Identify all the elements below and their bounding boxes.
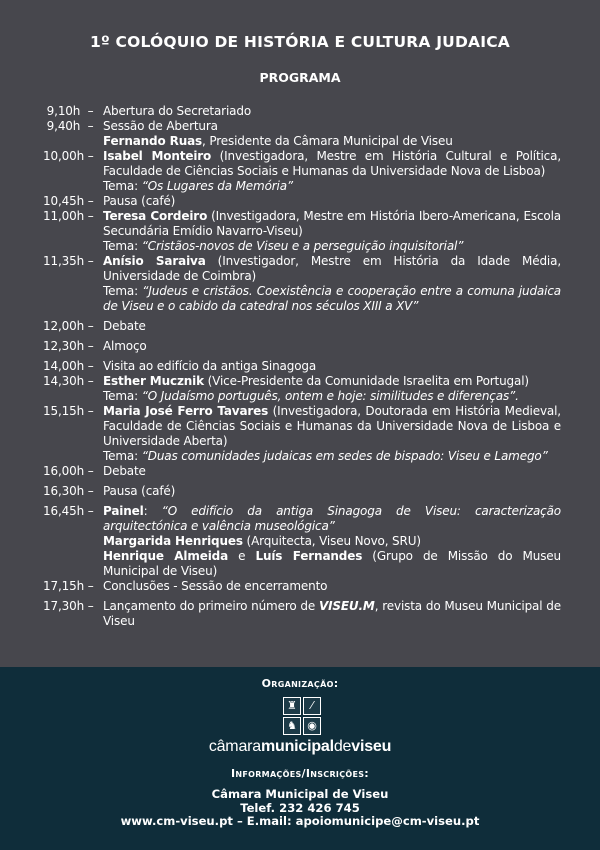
program-entry	[43, 504, 561, 579]
speaker-name: Painel	[103, 504, 144, 518]
program-heading: PROGRAMA	[259, 70, 341, 85]
program-schedule	[43, 104, 561, 629]
entry-time: 10,00h –	[43, 149, 94, 163]
footer	[0, 667, 600, 850]
logo-tile-horse-icon: ♞	[283, 717, 301, 735]
logo-tile-stripes-icon: ⁄	[303, 697, 321, 715]
entry-text: (Arquitecta, Viseu Novo, SRU)	[242, 534, 421, 548]
entry-text: Almoço	[103, 339, 147, 353]
entry-time: 16,00h –	[43, 464, 94, 478]
entry-time: 14,30h –	[43, 374, 94, 388]
entry-text: , Presidente da Câmara Municipal de Viseu	[202, 134, 453, 148]
entry-paragraph	[103, 534, 561, 549]
wordmark-part: municipal	[260, 738, 334, 755]
entry-time: 17,30h –	[43, 599, 94, 613]
entry-time: 17,15h –	[43, 579, 94, 593]
entry-text: Tema:	[103, 284, 143, 298]
entry-paragraph	[103, 549, 561, 579]
entry-paragraph	[103, 359, 561, 374]
entry-time: 9,40h –	[43, 119, 94, 133]
entry-paragraph	[103, 579, 561, 594]
program-entry	[43, 319, 561, 334]
entry-time: 10,45h –	[43, 194, 94, 208]
entry-text: Tema:	[103, 389, 142, 403]
entry-time: 12,00h –	[43, 319, 94, 333]
program-entry	[43, 404, 561, 464]
entry-text: Conclusões - Sessão de encerramento	[103, 579, 328, 593]
entry-body	[103, 149, 561, 194]
entry-paragraph	[103, 254, 561, 284]
entry-text: Pausa (café)	[103, 484, 176, 498]
speaker-name: Luís Fernandes	[255, 549, 363, 563]
entry-text: Pausa (café)	[103, 194, 176, 208]
entry-text: Tema:	[103, 239, 142, 253]
entry-time: 14,00h –	[43, 359, 94, 373]
talk-theme: “Judeus e cristãos. Coexistência e cooperação entre a comuna judaica de Viseu e o cabido da catedral nos séculos XIII a XV”	[103, 284, 561, 313]
entry-paragraph	[103, 134, 561, 149]
wordmark-part: câmara	[208, 738, 261, 755]
talk-theme: “Duas comunidades judaicas em sedes de bispado: Viseu e Lamego”	[141, 449, 548, 463]
program-entry	[43, 209, 561, 254]
entry-text: Tema:	[103, 449, 142, 463]
talk-theme: “Cristãos-novos de Viseu e a perseguição inquisitorial”	[141, 239, 464, 253]
speaker-name: Henrique Almeida	[103, 549, 229, 563]
entry-time: 11,00h –	[43, 209, 94, 223]
entry-text: VISEU.M	[318, 599, 375, 613]
entry-time: 12,30h –	[43, 339, 94, 353]
speaker-name: Margarida Henriques	[103, 534, 243, 548]
entry-text: (Investigadora, Doutorada em História Medieval, Faculdade de Ciências Sociais e Humanas da Universidade Nova de Lisboa e Universidade Aberta)	[103, 404, 561, 448]
program-entry	[43, 149, 561, 194]
entry-text: Debate	[103, 319, 146, 333]
speaker-name: Isabel Monteiro	[103, 149, 212, 163]
info-label: Informações/Inscrições:	[230, 767, 370, 780]
speaker-name: Teresa Cordeiro	[103, 209, 208, 223]
entry-paragraph	[103, 389, 561, 404]
entry-paragraph	[103, 374, 561, 389]
entry-text: Visita ao edifício da antiga Sinagoga	[103, 359, 317, 373]
wordmark-part: de	[333, 738, 352, 755]
entry-text: (Grupo de Missão do Museu Municipal de Viseu)	[103, 549, 561, 578]
entry-body	[103, 194, 561, 209]
speaker-name: Anísio Saraiva	[103, 254, 206, 268]
entry-text: Debate	[103, 464, 146, 478]
entry-paragraph	[103, 464, 561, 479]
entry-paragraph	[103, 179, 561, 194]
entry-body	[103, 254, 561, 314]
logo-tile-figure-icon: ♜	[283, 697, 301, 715]
program-entry	[43, 464, 561, 479]
program-entry	[43, 254, 561, 314]
program-entry	[43, 104, 561, 119]
entry-body	[103, 484, 561, 499]
entry-text: (Investigador, Mestre em História da Idade Média, Universidade de Coimbra)	[103, 254, 561, 283]
speaker-name: Maria José Ferro Tavares	[103, 404, 269, 418]
entry-paragraph	[103, 599, 561, 629]
entry-body	[103, 374, 561, 404]
contact-phone: Telef. 232 426 745	[240, 800, 360, 815]
entry-text: Lançamento do primeiro número de	[103, 599, 319, 613]
entry-text: (Investigadora, Mestre em História Ibero-Americana, Escola Secundária Emídio Navarro-Viseu)	[103, 209, 562, 238]
entry-time: 16,30h –	[43, 484, 94, 498]
entry-body	[103, 119, 561, 149]
entry-text: Abertura do Secretariado	[103, 104, 252, 118]
entry-paragraph	[103, 119, 561, 134]
talk-theme: “O edifício da antiga Sinagoga de Viseu: caracterização arquitectónica e valência museológica”	[103, 504, 561, 533]
entry-time: 9,10h –	[43, 104, 94, 118]
entry-paragraph	[103, 504, 561, 534]
entry-body	[103, 359, 561, 374]
entry-paragraph	[103, 104, 561, 119]
entry-paragraph	[103, 239, 561, 254]
municipality-wordmark	[0, 738, 600, 756]
entry-body	[103, 404, 561, 464]
entry-paragraph	[103, 209, 561, 239]
contact-name: Câmara Municipal de Viseu	[211, 787, 389, 801]
entry-paragraph	[103, 339, 561, 354]
entry-body	[103, 599, 561, 629]
speaker-name: Fernando Ruas	[103, 134, 203, 148]
entry-time: 11,35h –	[43, 254, 94, 268]
program-entry	[43, 484, 561, 499]
entry-text: (Vice-Presidente da Comunidade Israelita em Portugal)	[203, 374, 529, 388]
program-entry	[43, 359, 561, 374]
program-entry	[43, 339, 561, 354]
entry-paragraph	[103, 319, 561, 334]
entry-text: e	[228, 549, 256, 563]
entry-body	[103, 319, 561, 334]
program-entry	[43, 194, 561, 209]
logo-tile-seal-icon: ◉	[303, 717, 321, 735]
entry-text: Tema:	[103, 179, 142, 193]
organization-label: Organização:	[261, 677, 339, 690]
entry-text: , revista do Museu Municipal de Viseu	[103, 599, 561, 628]
contact-web-email[interactable]: www.cm-viseu.pt – E.mail: apoiomunicipe@cm-viseu.pt	[120, 814, 480, 828]
entry-paragraph	[103, 484, 561, 499]
program-entry	[43, 579, 561, 594]
program-entry	[43, 374, 561, 404]
entry-body	[103, 339, 561, 354]
entry-body	[103, 104, 561, 119]
page-title: 1º COLÓQUIO DE HISTÓRIA E CULTURA JUDAICA	[90, 33, 510, 51]
entry-text: :	[143, 504, 162, 518]
entry-body	[103, 504, 561, 579]
contact-block	[0, 788, 600, 829]
entry-body	[103, 209, 561, 254]
entry-paragraph	[103, 284, 561, 314]
entry-paragraph	[103, 149, 561, 179]
program-entry	[43, 599, 561, 629]
speaker-name: Esther Mucznik	[103, 374, 204, 388]
talk-theme: “O Judaísmo português, ontem e hoje: similitudes e diferenças”.	[141, 389, 519, 403]
program-entry	[43, 119, 561, 149]
entry-text: Sessão de Abertura	[103, 119, 218, 133]
talk-theme: “Os Lugares da Memória”	[141, 179, 294, 193]
municipality-logo-icon	[283, 697, 321, 735]
entry-time: 15,15h –	[43, 404, 94, 418]
entry-paragraph	[103, 449, 561, 464]
entry-text: (Investigadora, Mestre em História Cultural e Política, Faculdade de Ciências Sociais e Humanas da Universidade Nova de Lisboa)	[103, 149, 561, 178]
entry-time: 16,45h –	[43, 504, 94, 518]
entry-paragraph	[103, 194, 561, 209]
entry-body	[103, 579, 561, 594]
wordmark-part: viseu	[351, 738, 392, 755]
entry-body	[103, 464, 561, 479]
entry-paragraph	[103, 404, 561, 449]
